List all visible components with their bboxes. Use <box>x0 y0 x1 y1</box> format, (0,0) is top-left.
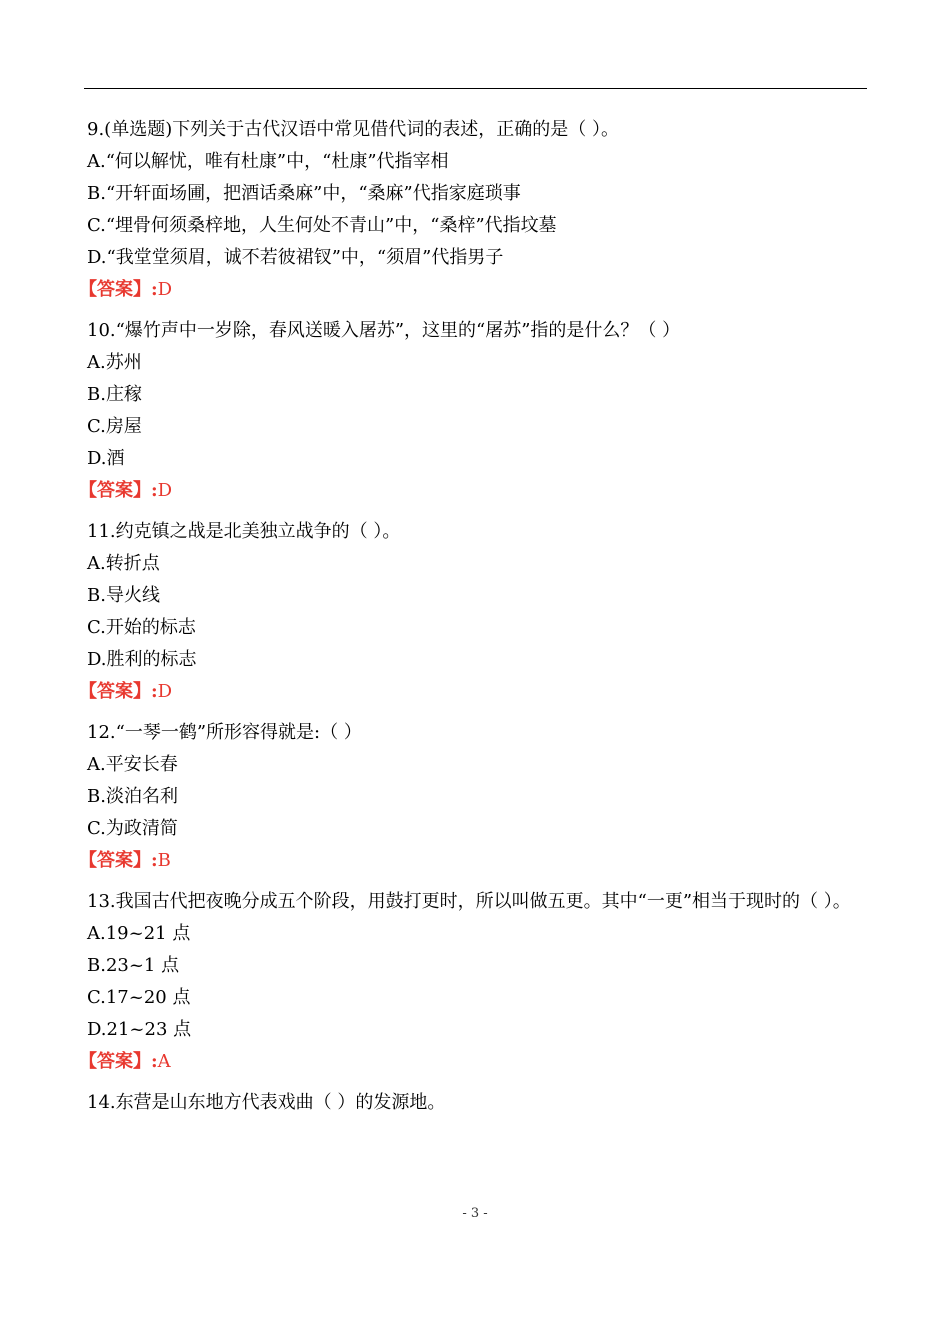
option-a: A.平安长春 <box>87 754 178 775</box>
answer-value: A <box>157 1051 171 1072</box>
option-c: C.“埋骨何须桑梓地，人生何处不青山”中，“桑梓”代指坟墓 <box>87 215 557 236</box>
question-stem: 12.“一琴一鹤”所形容得就是:（ ） <box>87 722 362 743</box>
answer-line <box>79 845 867 877</box>
question-9 <box>79 114 867 306</box>
answer-line <box>79 475 867 507</box>
answer-line <box>79 1046 867 1078</box>
question-stem: 10.“爆竹声中一岁除，春风送暖入屠苏”，这里的“屠苏”指的是什么？（ ） <box>87 320 681 341</box>
option-d: D.酒 <box>87 448 125 469</box>
answer-value: D <box>157 279 173 300</box>
question-10 <box>79 315 867 507</box>
question-stem: 13.我国古代把夜晚分成五个阶段，用鼓打更时，所以叫做五更。其中“一更”相当于现时的（ ）。 <box>87 891 851 912</box>
option-a: A.苏州 <box>87 352 142 373</box>
question-11 <box>79 516 867 708</box>
page-number: - 3 - <box>462 1206 488 1221</box>
answer-line <box>79 676 867 708</box>
option-b: B.淡泊名利 <box>87 786 178 807</box>
header-rule <box>84 88 867 89</box>
option-d: D.21~23 点 <box>87 1019 192 1040</box>
option-c: C.17~20 点 <box>87 987 191 1008</box>
option-c: C.开始的标志 <box>87 617 196 638</box>
answer-label: 【答案】: <box>79 681 158 702</box>
answer-label: 【答案】: <box>79 279 158 300</box>
answer-line <box>79 274 867 306</box>
option-a: A.转折点 <box>87 553 160 574</box>
option-b: B.庄稼 <box>87 384 142 405</box>
answer-label: 【答案】: <box>79 850 158 871</box>
option-d: D.“我堂堂须眉，诚不若彼裙钗”中，“须眉”代指男子 <box>87 247 504 268</box>
option-b: B.导火线 <box>87 585 160 606</box>
option-c: C.为政清简 <box>87 818 178 839</box>
answer-value: B <box>157 850 171 871</box>
question-list <box>79 114 867 1119</box>
answer-value: D <box>157 480 173 501</box>
option-c: C.房屋 <box>87 416 142 437</box>
question-14 <box>87 1087 867 1119</box>
answer-label: 【答案】: <box>79 1051 158 1072</box>
option-d: D.胜利的标志 <box>87 649 197 670</box>
question-13 <box>79 886 867 1078</box>
option-b: B.“开轩面场圃，把酒话桑麻”中，“桑麻”代指家庭琐事 <box>87 183 521 204</box>
question-12 <box>79 717 867 877</box>
question-stem: 11.约克镇之战是北美独立战争的（ ）。 <box>87 521 401 542</box>
option-a: A.“何以解忧，唯有杜康”中，“杜康”代指宰相 <box>87 151 449 172</box>
answer-label: 【答案】: <box>79 480 158 501</box>
answer-value: D <box>157 681 173 702</box>
option-a: A.19~21 点 <box>87 923 191 944</box>
question-stem: 9.(单选题)下列关于古代汉语中常见借代词的表述，正确的是（ ）。 <box>87 119 619 140</box>
question-stem: 14.东营是山东地方代表戏曲（ ）的发源地。 <box>87 1092 446 1113</box>
option-b: B.23~1 点 <box>87 955 180 976</box>
